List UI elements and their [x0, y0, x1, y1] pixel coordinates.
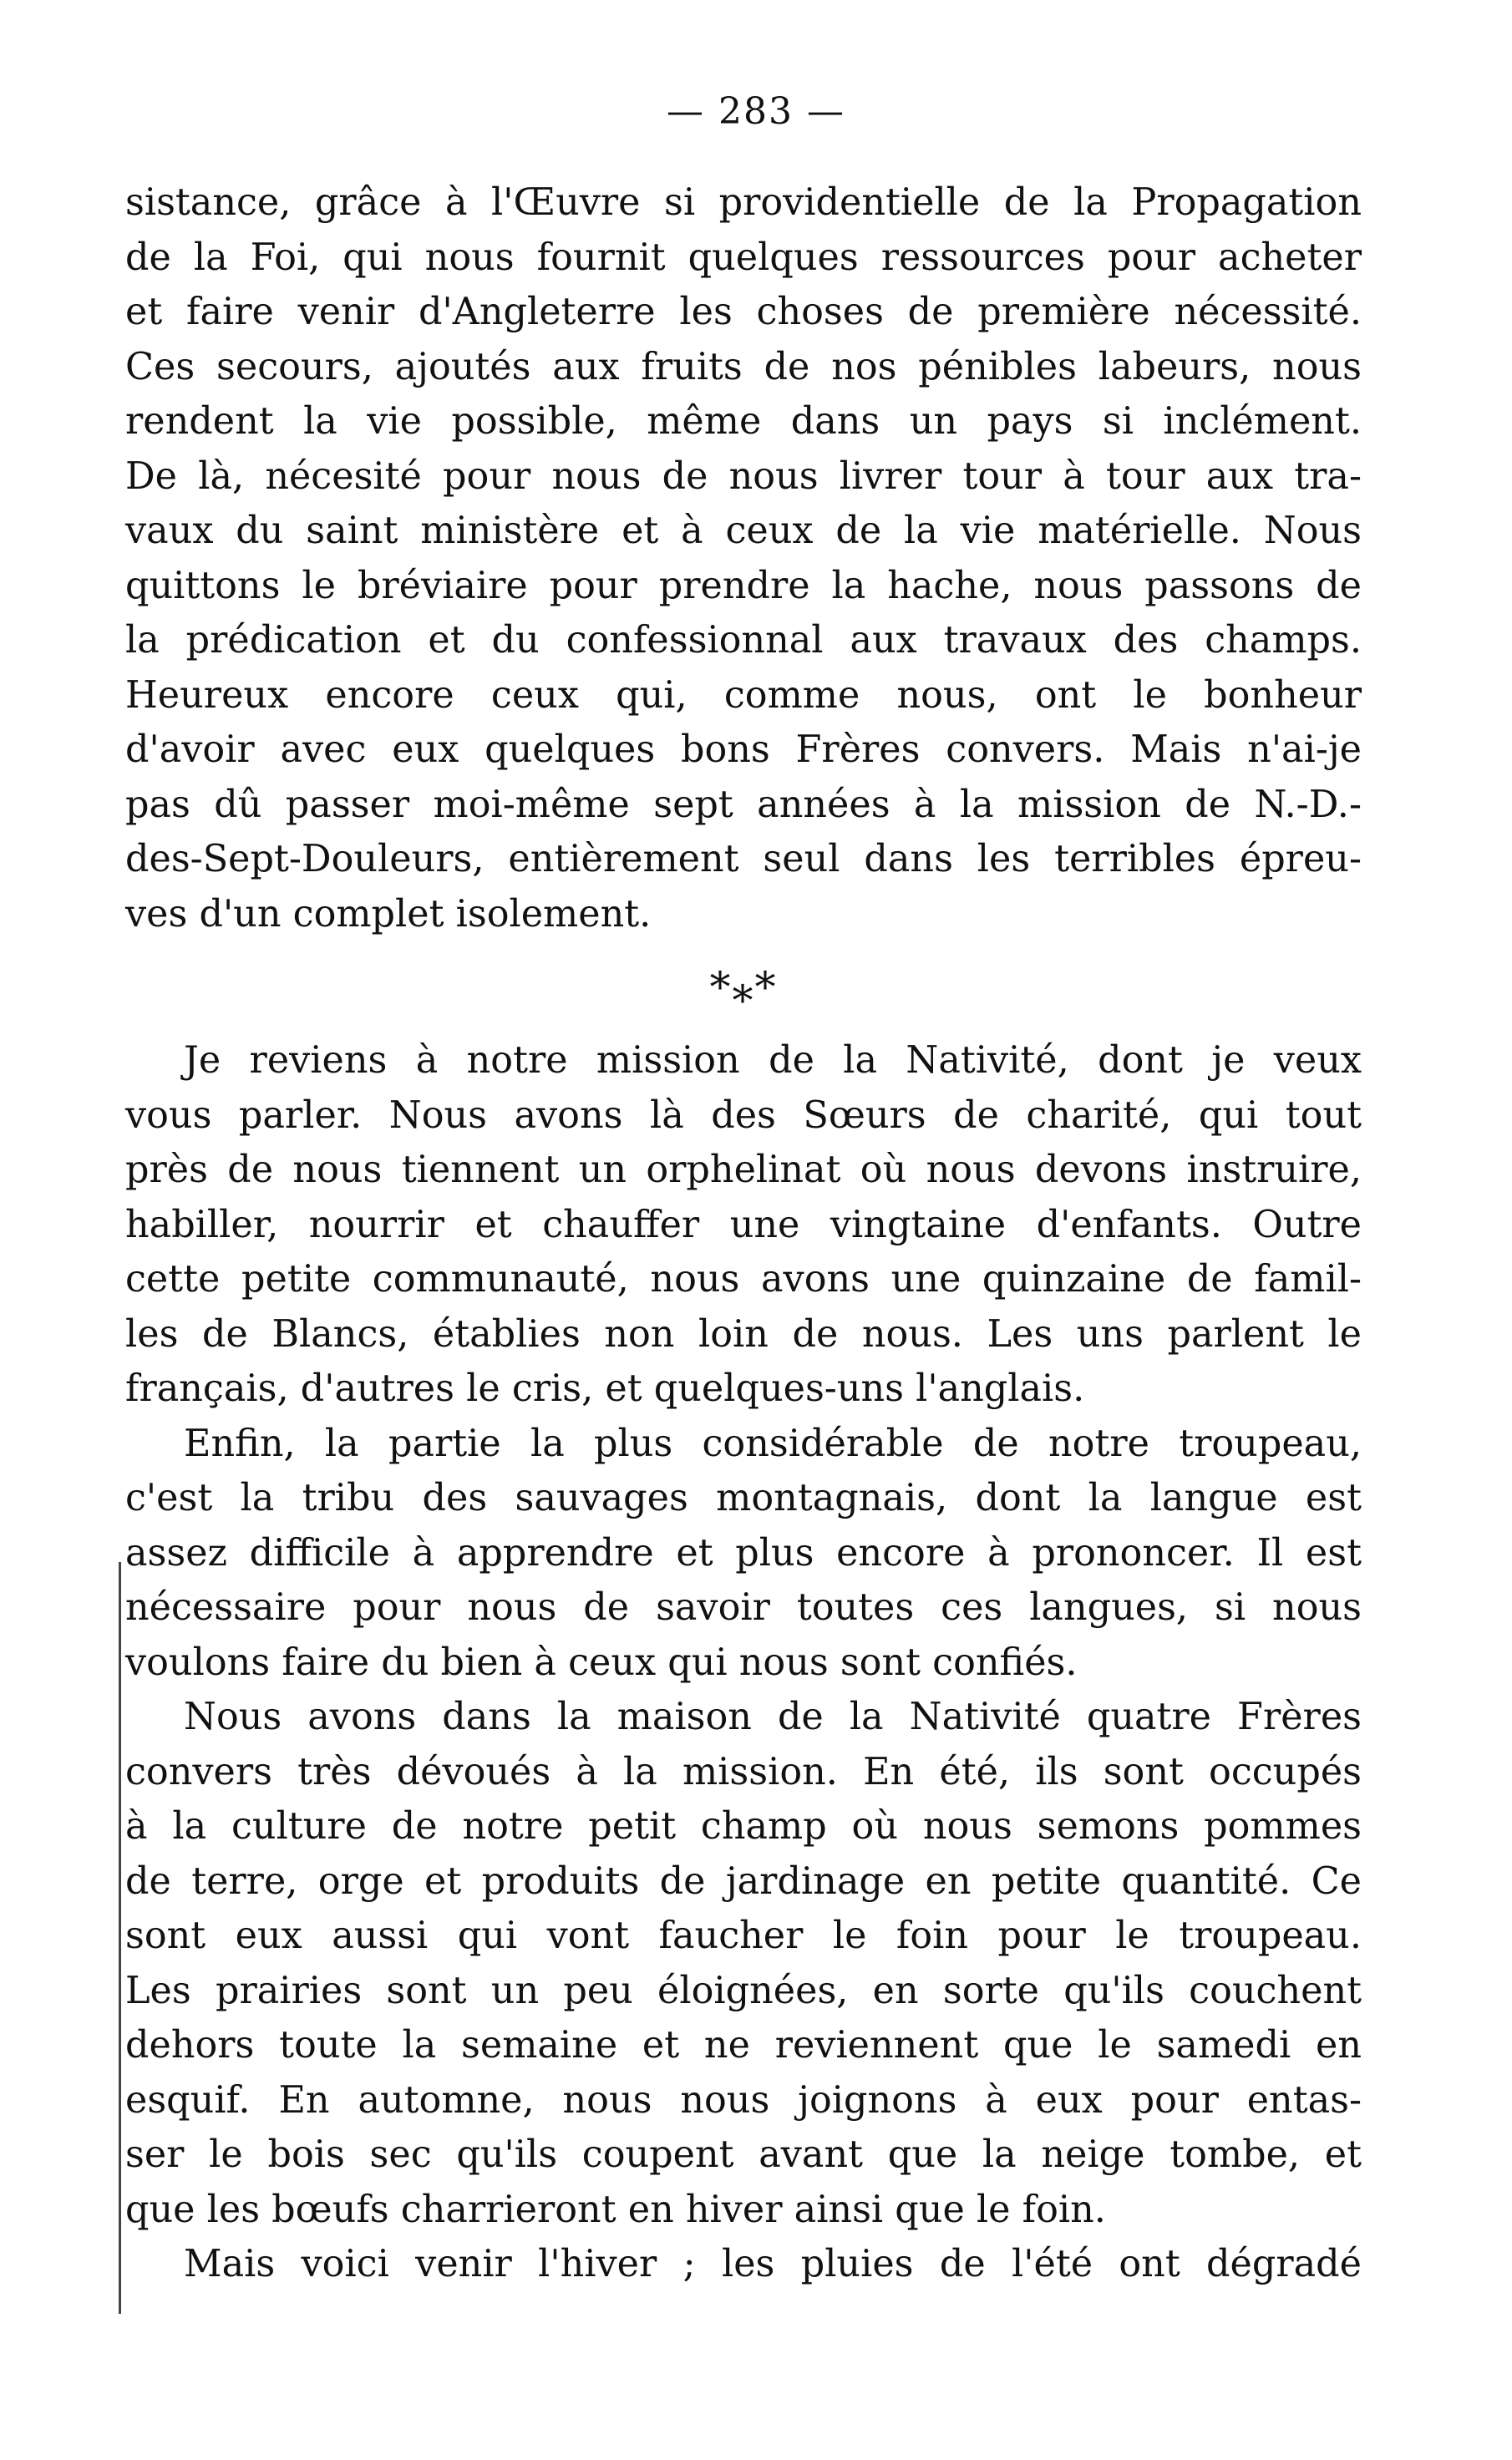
text-line: convers très dévoués à la mission. En été, ils sont occupés	[125, 1750, 1362, 1793]
text-line: et faire venir d'Angleterre les choses de première nécessité.	[125, 291, 1362, 333]
text-line: vous parler. Nous avons là des Sœurs de charité, qui tout	[125, 1093, 1362, 1137]
text-line: Je reviens à notre mission de la Nativité, dont je veux	[184, 1039, 1362, 1082]
text-line: rendent la vie possible, même dans un pays si inclément.	[125, 400, 1362, 443]
text-line: esquif. En automne, nous nous joignons à eux pour entas-	[125, 2078, 1362, 2122]
paragraph-4	[125, 1690, 1362, 2237]
text-line: Mais voici venir l'hiver ; les pluies de l'été ont dégradé	[184, 2243, 1362, 2285]
text-line: c'est la tribu des sauvages montagnais, dont la langue est	[125, 1477, 1362, 1519]
body-text	[125, 175, 1362, 2292]
margin-rule	[119, 1562, 121, 2314]
text-line: les de Blancs, établies non loin de nous. Les uns parlent le	[125, 1312, 1362, 1356]
text-line: Enfin, la partie la plus considérable de notre troupeau,	[184, 1422, 1362, 1465]
text-line: Heureux encore ceux qui, comme nous, ont le bonheur	[125, 673, 1362, 717]
text-line: nécessaire pour nous de savoir toutes ces langues, si nous	[125, 1586, 1362, 1629]
text-line: d'avoir avec eux quelques bons Frères convers. Mais n'ai-je	[125, 728, 1362, 771]
text-line: Les prairies sont un peu éloignées, en sorte qu'ils couchent	[125, 1969, 1362, 2012]
text-line: Nous avons dans la maison de la Nativité quatre Frères	[184, 1696, 1362, 1738]
text-line: ser le bois sec qu'ils coupent avant que la neige tombe, et	[125, 2133, 1362, 2176]
text-line: sont eux aussi qui vont faucher le foin pour le troupeau.	[125, 1915, 1362, 1957]
text-line: à la culture de notre petit champ où nous semons pommes	[125, 1805, 1362, 1848]
text-line: français, d'autres le cris, et quelques-uns l'anglais.	[125, 1367, 1085, 1410]
text-line: ves d'un complet isolement.	[125, 892, 652, 936]
text-line: cette petite communauté, nous avons une quinzaine de famil-	[125, 1258, 1362, 1301]
paragraph-3	[125, 1417, 1362, 1691]
paragraph-5	[125, 2237, 1362, 2292]
text-line: sistance, grâce à l'Œuvre si providentielle de la Propagation	[125, 181, 1362, 224]
text-line: pas dû passer moi-même sept années à la mission de N.-D.-	[125, 783, 1362, 826]
text-line: assez difficile à apprendre et plus encore à prononcer. Il est	[125, 1531, 1362, 1575]
text-line: de la Foi, qui nous fournit quelques ressources pour acheter	[125, 236, 1362, 279]
text-line: De là, nécesité pour nous de nous livrer tour à tour aux tra-	[125, 454, 1362, 498]
text-line: vaux du saint ministère et à ceux de la vie matérielle. Nous	[125, 510, 1362, 552]
text-line: que les bœufs charrieront en hiver ainsi que le foin.	[125, 2188, 1106, 2231]
text-line: dehors toute la semaine et ne reviennent que le samedi en	[125, 2024, 1362, 2067]
section-separator: *⁎*	[709, 963, 778, 1012]
text-line: voulons faire du bien à ceux qui nous sont confiés.	[125, 1641, 1078, 1684]
text-line: des-Sept-Douleurs, entièrement seul dans les terribles épreu-	[125, 838, 1362, 880]
paragraph-2	[125, 1033, 1362, 1417]
text-line: quittons le bréviaire pour prendre la hache, nous passons de	[125, 564, 1362, 607]
text-line: de terre, orge et produits de jardinage en petite quantité. Ce	[125, 1859, 1362, 1903]
text-line: près de nous tiennent un orphelinat où nous devons instruire,	[125, 1149, 1362, 1191]
paragraph-1	[125, 175, 1362, 941]
text-line: Ces secours, ajoutés aux fruits de nos pénibles labeurs, nous	[125, 345, 1362, 388]
text-line: la prédication et du confessionnal aux travaux des champs.	[125, 619, 1362, 662]
text-line: habiller, nourrir et chauffer une vingtaine d'enfants. Outre	[125, 1203, 1362, 1246]
page-number: — 283 —	[667, 90, 845, 133]
